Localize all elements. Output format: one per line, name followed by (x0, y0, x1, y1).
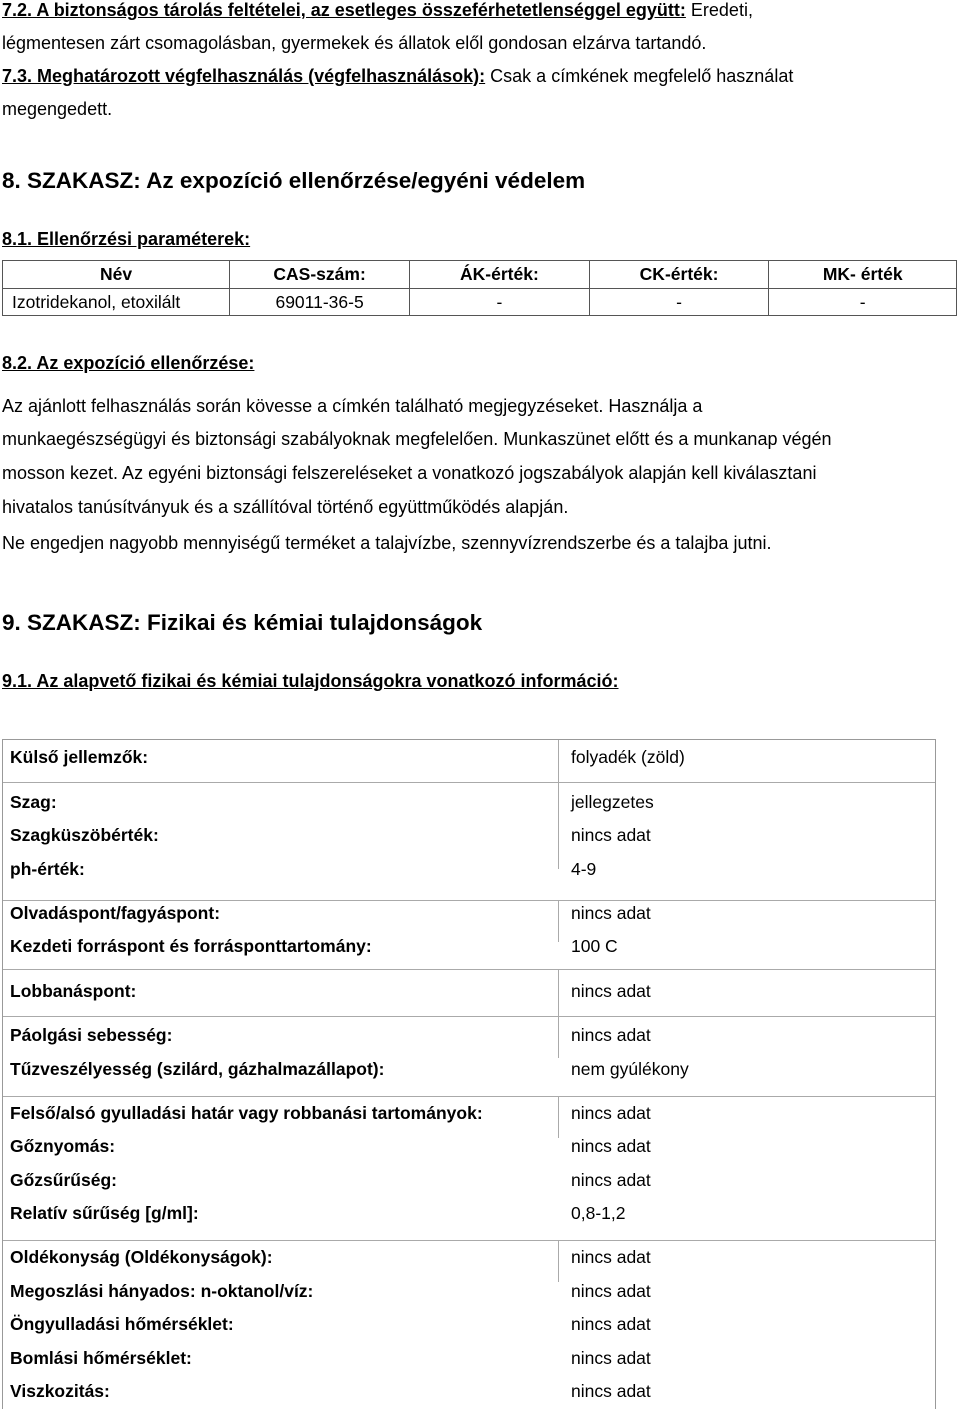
column-divider (558, 740, 559, 782)
table-cell: - (589, 289, 769, 316)
property-value: folyadék (zöld) (571, 747, 685, 767)
property-label: Szag: (10, 792, 57, 812)
column-divider (558, 782, 559, 825)
property-value: jellegzetes (571, 792, 654, 812)
table-header-cell: CK-érték: (589, 261, 769, 289)
properties-table (2, 739, 936, 1409)
property-label: Lobbanáspont: (10, 981, 137, 1001)
property-label: Gőznyomás: (10, 1136, 116, 1156)
property-label: Öngyulladási hőmérséklet: (10, 1314, 234, 1334)
section-7-3-label: 7.3. Meghatározott végfelhasználás (végfelhasználások): (2, 66, 486, 86)
table-header-cell: MK- érték (769, 261, 957, 289)
table-header-row (3, 261, 957, 289)
property-value: nincs adat (571, 825, 651, 845)
property-label: Bomlási hőmérséklet: (10, 1348, 192, 1368)
property-value: nincs adat (571, 1247, 651, 1267)
column-divider (558, 1096, 559, 1138)
property-label: Tűzveszélyesség (szilárd, gázhalmazállapot): (10, 1059, 385, 1079)
column-divider (558, 825, 559, 869)
property-label: Megoszlási hányados: n-oktanol/víz: (10, 1281, 314, 1301)
property-value: nincs adat (571, 903, 651, 923)
property-value: nincs adat (571, 1381, 651, 1401)
property-value: nincs adat (571, 1348, 651, 1368)
property-value: 0,8-1,2 (571, 1203, 626, 1223)
property-value: nincs adat (571, 1025, 651, 1045)
table-cell: 69011-36-5 (230, 289, 410, 316)
property-value: nincs adat (571, 1103, 651, 1123)
column-divider (558, 1016, 559, 1058)
property-value: nem gyúlékony (571, 1059, 689, 1079)
table-cell: Izotridekanol, etoxilált (3, 289, 230, 316)
property-label: Szagküszöbérték: (10, 825, 159, 845)
column-divider (558, 1240, 559, 1282)
property-value: nincs adat (571, 1136, 651, 1156)
section-8-heading: 8. SZAKASZ: Az expozíció ellenőrzése/egyéni védelem (2, 168, 586, 193)
column-divider (558, 969, 559, 1016)
exposure-parameters-table (2, 260, 957, 316)
row-divider (3, 1096, 935, 1097)
property-label: Felső/alsó gyulladási határ vagy robbanási tartományok: (10, 1103, 483, 1123)
section-7-2-line-2: légmentesen zárt csomagolásban, gyermekek és állatok elől gondosan elzárva tartandó. (2, 33, 707, 53)
property-value: nincs adat (571, 1281, 651, 1301)
section-7-3-line-2: megengedett. (2, 99, 113, 119)
section-7-3-line-1 (2, 66, 793, 87)
section-8-2-heading: 8.2. Az expozíció ellenőrzése: (2, 353, 255, 373)
table-cell: - (410, 289, 590, 316)
paragraph-line: mosson kezet. Az egyéni biztonsági felszereléseket a vonatkozó jogszabályok alapján kell kiválasztani (2, 463, 817, 483)
section-7-2-text: Eredeti, (690, 0, 753, 20)
property-value: 4-9 (571, 859, 597, 879)
property-value: nincs adat (571, 1170, 651, 1190)
paragraph-line: munkaegészségügyi és biztonsági szabályoknak megfelelően. Munkaszünet előtt és a munkanap végén (2, 429, 832, 449)
section-8-1-heading: 8.1. Ellenőrzési paraméterek: (2, 229, 251, 249)
row-divider (3, 782, 935, 783)
section-7-2-label: 7.2. A biztonságos tárolás feltételei, az esetleges összeférhetetlenséggel együtt: (2, 0, 686, 20)
section-7-3-text: Csak a címkének megfelelő használat (490, 66, 794, 86)
property-label: Viszkozitás: (10, 1381, 110, 1401)
paragraph-line: Ne engedjen nagyobb mennyiségű terméket a talajvízbe, szennyvízrendszerbe és a talajba jutni. (2, 533, 772, 553)
row-divider (3, 1240, 935, 1241)
table-row (3, 289, 957, 316)
property-value: 100 C (571, 936, 618, 956)
property-value: nincs adat (571, 981, 651, 1001)
table-header-cell: Név (3, 261, 230, 289)
property-label: Kezdeti forráspont és forrásponttartomány: (10, 936, 372, 956)
property-label: Gőzsűrűség: (10, 1170, 117, 1190)
property-label: Oldékonyság (Oldékonyságok): (10, 1247, 273, 1267)
property-label: Páolgási sebesség: (10, 1025, 173, 1045)
row-divider (3, 969, 935, 970)
section-7-2-line-1 (2, 0, 753, 21)
row-divider (3, 900, 935, 901)
column-divider (558, 900, 559, 942)
property-label: Olvadáspont/fagyáspont: (10, 903, 221, 923)
paragraph-line: Az ajánlott felhasználás során kövesse a címkén található megjegyzéseket. Használja a (2, 396, 703, 416)
paragraph-line: hivatalos tanúsítványuk és a szállítóval történő együttműködés alapján. (2, 497, 569, 517)
row-divider (3, 1016, 935, 1017)
section-9-heading: 9. SZAKASZ: Fizikai és kémiai tulajdonságok (2, 610, 483, 635)
property-value: nincs adat (571, 1314, 651, 1334)
table-header-cell: ÁK-érték: (410, 261, 590, 289)
property-label: ph-érték: (10, 859, 85, 879)
property-label: Relatív sűrűség [g/ml]: (10, 1203, 199, 1223)
property-label: Külső jellemzők: (10, 747, 149, 767)
section-9-1-heading: 9.1. Az alapvető fizikai és kémiai tulajdonságokra vonatkozó információ: (2, 671, 619, 691)
table-cell: - (769, 289, 957, 316)
table-header-cell: CAS-szám: (230, 261, 410, 289)
